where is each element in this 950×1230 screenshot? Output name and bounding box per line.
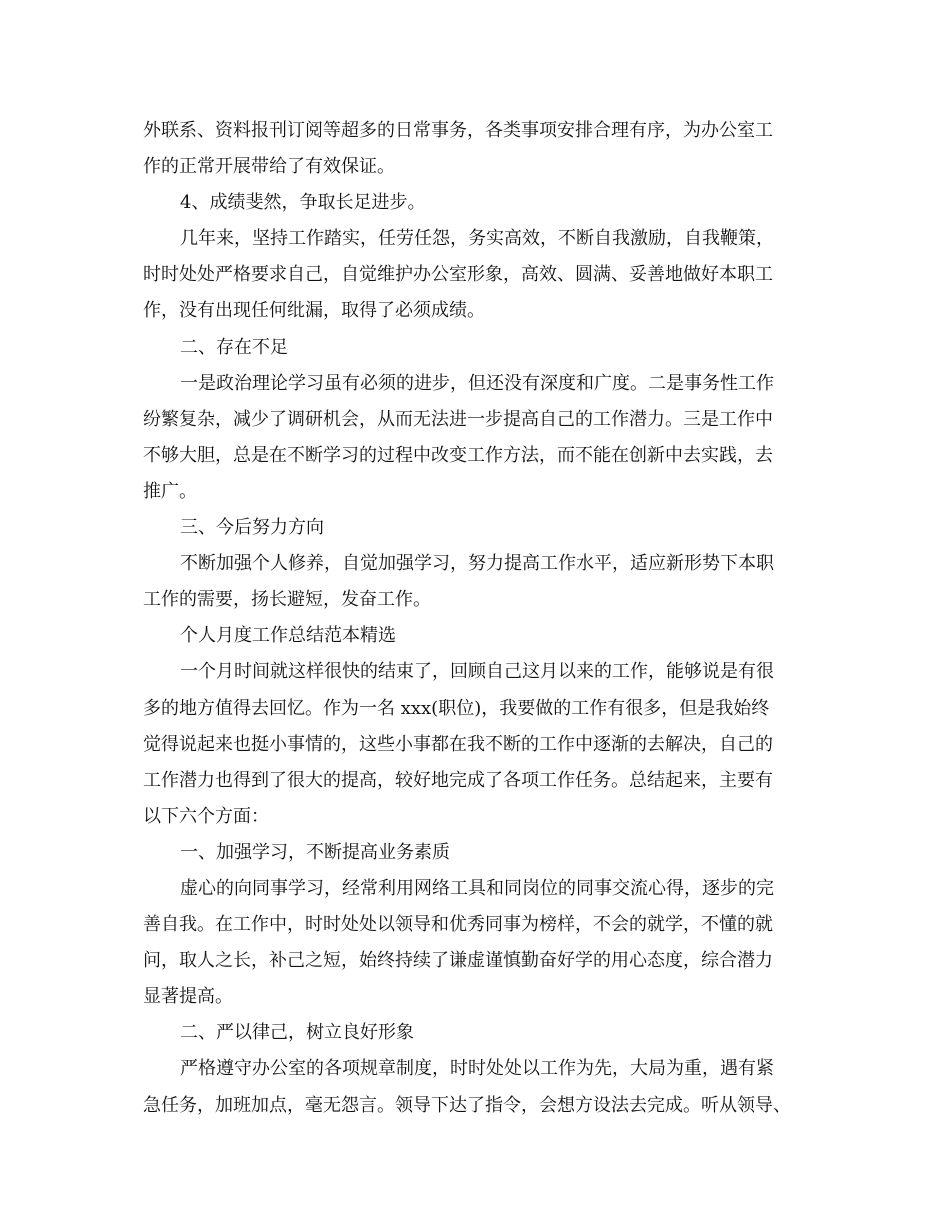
text-line: 几年来，坚持工作踏实，任劳任怨，务实高效，不断自我激励，自我鞭策， xyxy=(180,228,774,250)
text-line: 外联系、资料报刊订阅等超多的日常事务，各类事项安排合理有序，为办公室工 xyxy=(143,120,773,141)
text-line: 虚心的向同事学习，经常利用网络工具和同岗位的同事交流心得，逐步的完 xyxy=(180,877,774,899)
document-title: 个人月度工作总结范本精选 xyxy=(180,625,396,647)
text-line: 显著提高。 xyxy=(143,986,233,1008)
section-heading: 二、严以律己，树立良好形象 xyxy=(180,1022,414,1044)
text-line: 问，取人之长，补己之短，始终持续了谦虚谨慎勤奋好学的用心态度，综合潜力 xyxy=(143,950,773,972)
text-line: 善自我。在工作中，时时处处以领导和优秀同事为榜样，不会的就学，不懂的就 xyxy=(143,914,773,936)
text-line: 工作的需要，扬长避短，发奋工作。 xyxy=(143,589,431,611)
section-heading: 二、存在不足 xyxy=(180,336,288,358)
text-line: 工作潜力也得到了很大的提高，较好地完成了各项工作任务。总结起来，主要有 xyxy=(143,769,773,791)
section-heading: 一、加强学习，不断提高业务素质 xyxy=(180,841,450,863)
text-line: 作，没有出现任何纰漏，取得了必须成绩。 xyxy=(143,300,485,322)
text-line: 以下六个方面： xyxy=(143,805,269,827)
text-line: 一是政治理论学习虽有必须的进步，但还没有深度和广度。二是事务性工作 xyxy=(180,372,774,394)
text-line: 作的正常开展带给了有效保证。 xyxy=(143,156,395,178)
text-line: 时时处处严格要求自己，自觉维护办公室形象，高效、圆满、妥善地做好本职工 xyxy=(143,264,773,286)
section-heading: 4、成绩斐然，争取长足进步。 xyxy=(180,192,426,214)
text-line: 推广。 xyxy=(143,480,197,502)
text-line: 不够大胆，总是在不断学习的过程中改变工作方法，而不能在创新中去实践，去 xyxy=(143,444,773,466)
text-line: 急任务，加班加点，毫无怨言。领导下达了指令，会想方设法去完成。听从领导、 xyxy=(143,1094,791,1116)
text-line: 纷繁复杂，减少了调研机会，从而无法进一步提高自己的工作潜力。三是工作中 xyxy=(143,408,773,430)
text-line: 觉得说起来也挺小事情的，这些小事都在我不断的工作中逐渐的去解决，自己的 xyxy=(143,733,773,755)
text-line: 严格遵守办公室的各项规章制度，时时处处以工作为先，大局为重，遇有紧 xyxy=(180,1058,774,1080)
document-body xyxy=(143,113,803,1124)
text-line: 多的地方值得去回忆。作为一名 xxx(职位)，我要做的工作有很多，但是我始终 xyxy=(143,697,770,719)
text-line: 不断加强个人修养，自觉加强学习，努力提高工作水平，适应新形势下本职 xyxy=(180,553,774,575)
section-heading: 三、今后努力方向 xyxy=(180,517,324,539)
text-line: 一个月时间就这样很快的结束了，回顾自己这月以来的工作，能够说是有很 xyxy=(180,661,774,683)
